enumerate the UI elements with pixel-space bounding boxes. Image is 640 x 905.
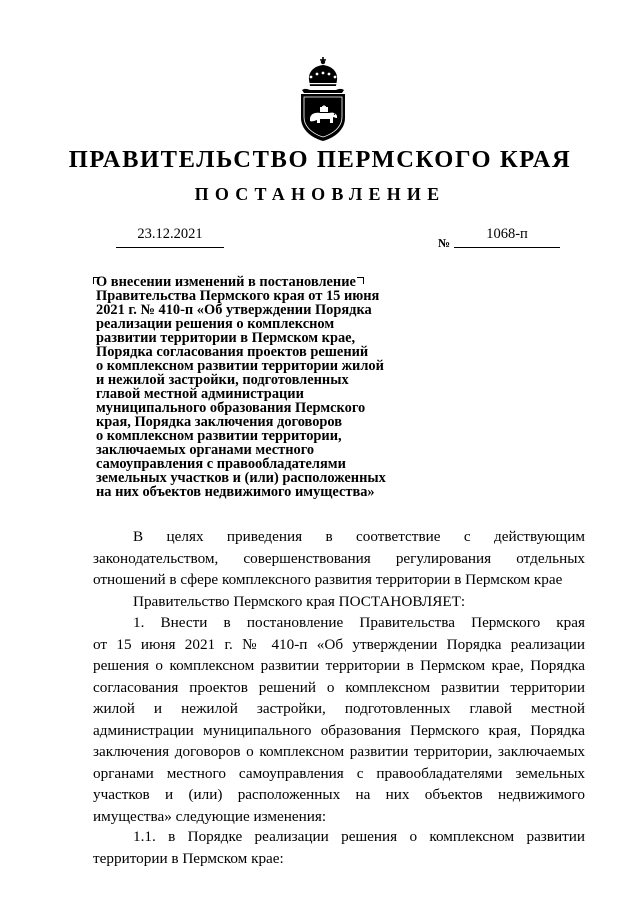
document-type: ПОСТАНОВЛЕНИЕ xyxy=(194,184,446,204)
number-underline xyxy=(454,247,560,248)
subject-line: земельных участков и (или) расположенных xyxy=(96,470,386,486)
subject-line: заключаемых органами местного xyxy=(96,442,315,458)
item-1-line: решения о комплексном развитии территории в Пермском крае, Порядка xyxy=(93,657,585,674)
item-1-line: от 15 июня 2021 г. № 410-п «Об утверждении Порядка реализации xyxy=(93,635,585,653)
item-1-line: жилой и нежилой застройки, подготовленных главой местной xyxy=(93,700,585,717)
subject-line: самоуправления с правообладателями xyxy=(96,456,346,472)
item-1-line: органами местного самоуправления с правообладателями земельных xyxy=(93,764,585,782)
subject-line: развитии территории в Пермском крае, xyxy=(96,330,356,346)
shield-icon xyxy=(301,94,345,141)
item-1-paragraph xyxy=(93,612,585,827)
item-1-1-line: 1.1. в Порядке реализации решения о комплексном развитии xyxy=(133,828,585,845)
coat-of-arms-emblem xyxy=(296,56,350,142)
preamble-line: В целях приведения в соответствие с действующим xyxy=(133,528,585,545)
subject-line: и нежилой застройки, подготовленных xyxy=(96,372,349,388)
subject-line: муниципального образования Пермского xyxy=(96,400,366,416)
document-number: 1068-п xyxy=(486,226,528,242)
document-subject xyxy=(96,275,396,499)
item-1-line: имущества» следующие изменения: xyxy=(93,807,327,825)
item-1-line: заключения договоров о комплексном развитии территории, заключаемых xyxy=(93,743,585,760)
item-1-line: администрации муниципального образования Пермского края, Порядка xyxy=(93,721,585,739)
subject-line: о комплексном развитии территории, xyxy=(96,428,342,444)
preamble-line: отношений в сфере комплексного развития территории в Пермском крае xyxy=(93,571,563,588)
subject-line: о комплексном развитии территории жилой xyxy=(96,358,384,374)
item-1-1-line: территории в Пермском крае: xyxy=(93,849,284,867)
preamble-paragraph xyxy=(93,526,585,591)
number-sign: № xyxy=(438,236,451,250)
subject-line: главой местной администрации xyxy=(96,386,304,402)
item-1-line: согласования проектов решений о комплексном развитии территории xyxy=(93,678,585,696)
subject-line: Порядка согласования проектов решений xyxy=(96,344,369,360)
crown-icon xyxy=(309,57,337,86)
subject-line: реализации решения о комплексном xyxy=(96,316,335,332)
document-date: 23.12.2021 xyxy=(137,226,203,242)
date-underline xyxy=(116,247,224,248)
subject-line: на них объектов недвижимого имущества» xyxy=(96,484,375,500)
item-1-line: 1. Внести в постановление Правительства Пермского края xyxy=(133,614,585,631)
government-title: ПРАВИТЕЛЬСТВО ПЕРМСКОГО КРАЯ xyxy=(68,146,572,173)
subject-line: 2021 г. № 410-п «Об утверждении Порядка xyxy=(96,302,372,318)
item-1-1-paragraph xyxy=(93,826,585,869)
item-1-line: участков и (или) расположенных на них объектов недвижимого xyxy=(93,786,585,803)
resolves-paragraph xyxy=(93,591,585,613)
subject-line: О внесении изменений в постановление xyxy=(96,274,356,290)
resolves-line: Правительство Пермского края ПОСТАНОВЛЯЕТ: xyxy=(133,593,466,610)
preamble-line: законодательством, совершенствования регулирования отдельных xyxy=(93,549,585,567)
subject-line: края, Порядка заключения договоров xyxy=(96,414,343,430)
subject-line: Правительства Пермского края от 15 июня xyxy=(96,288,380,304)
